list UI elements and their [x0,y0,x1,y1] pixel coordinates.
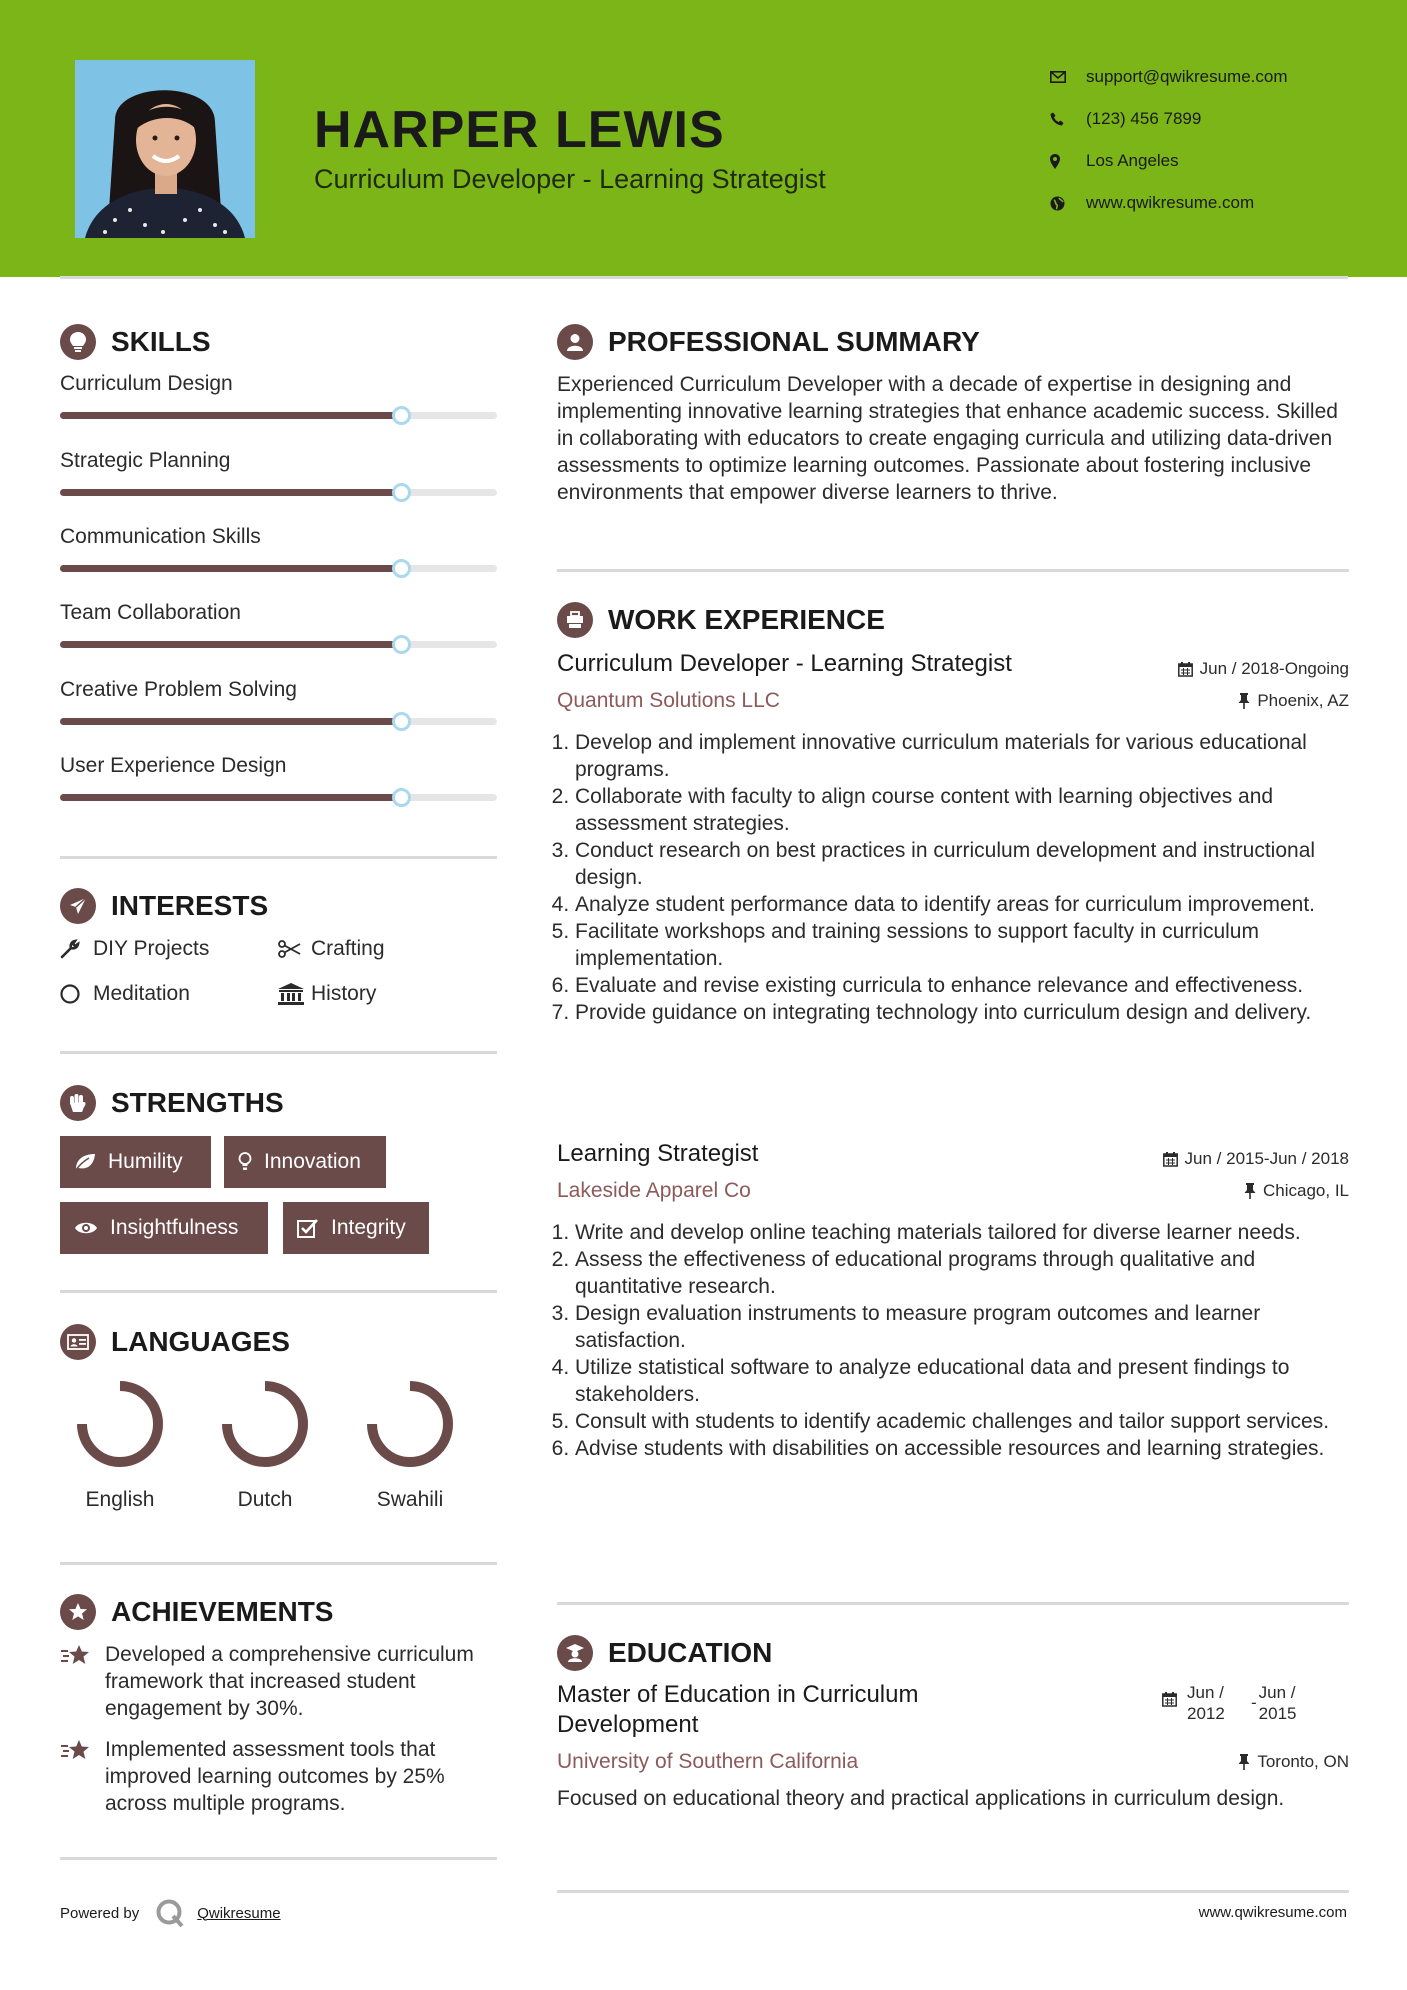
summary-divider [557,569,1349,572]
interest-label: DIY Projects [93,937,210,960]
scissors-icon [278,940,311,958]
skill-name: Team Collaboration [60,601,241,624]
language-progress-ring [74,1378,166,1470]
languages-heading-text: LANGUAGES [111,1326,290,1357]
education-date-start: Jun / 2012 [1187,1683,1225,1723]
education-date-separator: - [1251,1693,1257,1712]
lightbulb-icon [60,324,96,360]
job-dates [1178,659,1349,679]
strength-label: Insightfulness [110,1216,239,1239]
experience-heading-text: WORK EXPERIENCE [608,604,885,635]
skill-bar-track [60,412,497,419]
job-title: Curriculum Developer - Learning Strategist [557,650,1012,677]
contact-info [1050,56,1288,224]
achievements-heading [60,1594,333,1630]
list-item: 3. Conduct research on best practices in curriculum development and instructional design. [575,837,1353,891]
eye-icon [74,1220,98,1236]
language-progress-arc [372,1386,448,1462]
interest-item [60,982,190,1006]
skill-bar-knob [392,635,411,654]
contact-email-text: support@qwikresume.com [1086,67,1288,86]
pushpin-icon [1238,1754,1250,1770]
languages-divider [60,1562,497,1565]
footer-powered-by [60,1898,281,1928]
job-dates-text: Jun / 2018-Ongoing [1199,659,1349,678]
contact-location-text: Los Angeles [1086,151,1179,170]
skill-name: Creative Problem Solving [60,678,297,701]
list-item: 5. Consult with students to identify academic challenges and tailor support services. [575,1408,1353,1435]
skill-bar-knob [392,483,411,502]
interests-heading [60,888,268,924]
skill-bar-fill [60,489,401,496]
interest-item [278,982,376,1006]
skill-name: Curriculum Design [60,372,233,395]
fist-icon [60,1085,96,1121]
achievement-text: Implemented assessment tools that improved learning outcomes by 25% across multiple programs. [105,1738,445,1815]
list-item: 6. Evaluate and revise existing curricula to enhance relevance and effectiveness. [575,972,1353,999]
header-divider [60,276,1348,279]
list-item: 7. Provide guidance on integrating technology into curriculum design and delivery. [575,999,1353,1026]
calendar-icon [1178,662,1193,677]
checkbox-icon [297,1218,319,1238]
achievement-text: Developed a comprehensive curriculum framework that increased student engagement by 30%. [105,1643,474,1720]
summary-heading [557,324,980,360]
calendar-icon [1162,1692,1177,1707]
candidate-title: Curriculum Developer - Learning Strategist [314,164,826,194]
lightbulb-icon [238,1152,252,1172]
strength-badge [283,1202,429,1254]
strengths-heading [60,1085,284,1121]
interest-label: Crafting [311,937,385,960]
experience-divider [557,1602,1349,1605]
education-date-end: Jun / 2015 [1258,1683,1297,1723]
list-item: 4. Utilize statistical software to analyze educational data and present findings to stakeholders. [575,1354,1353,1408]
contact-website[interactable] [1050,182,1288,224]
list-item: 1. Develop and implement innovative curriculum materials for various educational programs. [575,729,1353,783]
skill-item [60,372,497,419]
language-progress-ring [364,1378,456,1470]
interest-item [278,937,385,961]
graduate-icon [557,1635,593,1671]
interests-divider [60,1051,497,1054]
achievement-item [60,1641,500,1722]
footer-website[interactable]: www.qwikresume.com [1198,1904,1347,1921]
skill-name: Communication Skills [60,525,261,548]
qwikresume-logo-icon [155,1898,185,1928]
achievements-divider [60,1857,497,1860]
star-badge-icon [60,1594,96,1630]
language-progress-ring [219,1378,311,1470]
degree-title: Master of Education in Curriculum Development [557,1681,919,1738]
job-location [1244,1181,1349,1201]
list-item: 4. Analyze student performance data to identify areas for curriculum improvement. [575,891,1353,918]
job-title: Learning Strategist [557,1140,759,1167]
list-item: 3. Design evaluation instruments to measure program outcomes and learner satisfaction. [575,1300,1353,1354]
paper-plane-icon [60,888,96,924]
skills-divider [60,856,497,859]
list-item: 6. Advise students with disabilities on accessible resources and learning strategies. [575,1435,1353,1462]
strengths-divider [60,1290,497,1293]
skill-bar-track [60,565,497,572]
resume-header [0,0,1407,277]
education-location-text: Toronto, ON [1257,1752,1349,1771]
summary-text: Experienced Curriculum Developer with a decade of expertise in designing and implementing innovative learning strategies that enhance academic success. Skilled in collaborating with educators to create engaging curricula and utilizing data-driven assessments to optimize learning outcomes. Passionate about fostering inclusive environments that empower diverse learners to thrive. [557,373,1338,504]
strength-label: Integrity [331,1216,406,1239]
education-heading-text: EDUCATION [608,1637,773,1668]
languages-heading [60,1324,290,1360]
job-duties-list [557,1219,1353,1462]
interest-label: Meditation [93,982,190,1005]
skills-heading [60,324,211,360]
qwikresume-brand-link[interactable]: Qwikresume [197,1904,281,1922]
education-description: Focused on educational theory and practical applications in curriculum design. [557,1787,1285,1810]
language-name: Dutch [237,1488,293,1511]
skill-bar-track [60,718,497,725]
skill-name: Strategic Planning [60,449,231,472]
achievement-item [60,1736,500,1817]
skill-bar-knob [392,712,411,731]
interest-label: History [311,982,377,1005]
contact-phone[interactable] [1050,98,1288,140]
pushpin-icon [1244,1183,1256,1199]
strength-label: Humility [108,1150,183,1173]
job-location [1238,691,1349,711]
candidate-name: HARPER LEWIS [314,101,725,159]
list-item: 2. Collaborate with faculty to align course content with learning objectives and assessment strategies. [575,783,1353,837]
language-item [205,1378,325,1512]
contact-location [1050,140,1288,182]
skill-item [60,449,497,496]
education-heading [557,1635,772,1671]
strength-badge [60,1136,211,1188]
list-item: 5. Facilitate workshops and training sessions to support faculty in curriculum implementation. [575,918,1353,972]
interests-heading-text: INTERESTS [111,890,269,921]
summary-heading-text: PROFESSIONAL SUMMARY [608,326,980,357]
skill-bar-knob [392,406,411,425]
education-dates [1162,1682,1309,1724]
skill-bar-fill [60,412,401,419]
language-name: English [85,1488,155,1511]
contact-phone-text: (123) 456 7899 [1086,109,1202,128]
circle-icon [60,984,93,1004]
language-progress-arc [227,1386,303,1462]
skill-item [60,525,497,572]
skill-item [60,678,497,725]
profile-photo-illustration [75,60,255,238]
skill-bar-knob [392,559,411,578]
language-name: Swahili [376,1488,444,1511]
museum-icon [278,983,311,1005]
briefcase-icon [557,602,593,638]
id-card-icon [60,1324,96,1360]
list-item: 2. Assess the effectiveness of educational programs through qualitative and quantitative research. [575,1246,1353,1300]
strengths-heading-text: STRENGTHS [111,1087,284,1118]
strength-badge [60,1202,268,1254]
skill-item [60,601,497,648]
strength-label: Innovation [264,1150,361,1173]
company-name: Quantum Solutions LLC [557,689,780,712]
envelope-icon [1050,71,1086,83]
profile-photo [75,60,255,238]
interest-item [60,937,209,961]
skill-name: User Experience Design [60,754,287,777]
skill-bar-fill [60,794,401,801]
job-location-text: Chicago, IL [1263,1181,1349,1200]
wrench-icon [60,939,93,959]
skills-heading-text: SKILLS [111,326,211,357]
language-progress-arc [82,1386,158,1462]
list-item: 1. Write and develop online teaching materials tailored for diverse learner needs. [575,1219,1353,1246]
education-location [1238,1752,1349,1772]
language-item [350,1378,470,1512]
star-icon [60,1641,105,1722]
job-dates [1163,1149,1349,1169]
skill-bar-track [60,489,497,496]
achievements-heading-text: ACHIEVEMENTS [111,1596,334,1627]
skill-bar-knob [392,788,411,807]
skill-bar-track [60,641,497,648]
leaf-icon [74,1153,96,1171]
job-duties-list [557,729,1353,1026]
calendar-icon [1163,1152,1178,1167]
job-location-text: Phoenix, AZ [1257,691,1349,710]
experience-heading [557,602,885,638]
powered-by-text: Powered by [60,1904,140,1922]
contact-email[interactable] [1050,56,1288,98]
pushpin-icon [1238,693,1250,709]
map-pin-icon [1050,154,1086,169]
language-item [60,1378,180,1512]
skill-bar-track [60,794,497,801]
globe-icon [1050,196,1086,211]
star-icon [60,1736,105,1817]
skill-item [60,754,497,801]
phone-icon [1050,112,1086,126]
strength-badge [224,1136,386,1188]
user-icon [557,324,593,360]
job-dates-text: Jun / 2015-Jun / 2018 [1184,1149,1349,1168]
skill-bar-fill [60,641,401,648]
skill-bar-fill [60,718,401,725]
contact-website-text: www.qwikresume.com [1086,193,1255,212]
education-divider [557,1890,1349,1893]
school-name: University of Southern California [557,1750,859,1773]
company-name: Lakeside Apparel Co [557,1179,751,1202]
skill-bar-fill [60,565,401,572]
